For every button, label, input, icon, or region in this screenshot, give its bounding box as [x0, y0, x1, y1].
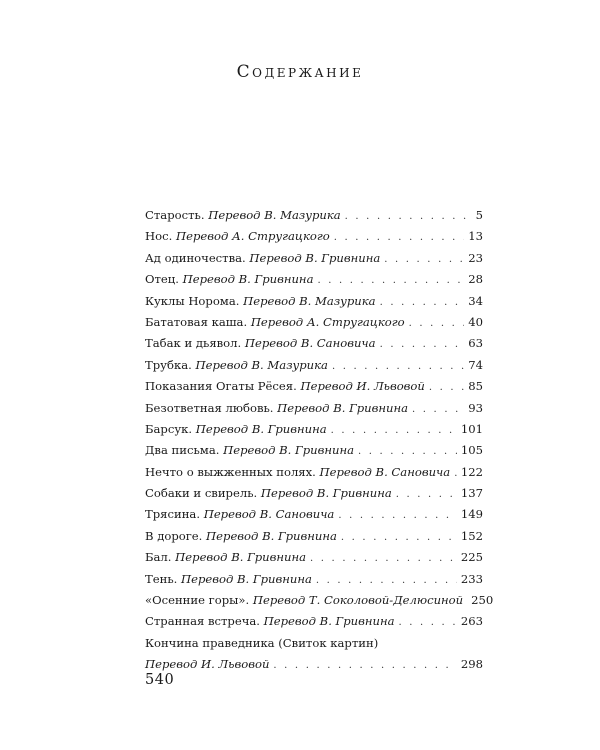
toc-entry [145, 248, 483, 269]
title-text: Показания Огаты Рёсея. [145, 379, 297, 394]
toc-entry [145, 269, 483, 290]
title-text: Барсук. [145, 421, 193, 436]
toc-entry-page: 34 [468, 293, 483, 308]
dot-leader [399, 612, 457, 633]
toc-entry-title [145, 269, 313, 290]
title-text: Безответная любовь. [145, 400, 274, 415]
translator-text: Перевод В. Гривнина [223, 443, 354, 458]
toc-entry-title [145, 483, 392, 504]
translator-text: Перевод В. Гривнина [206, 528, 337, 543]
toc-entry [145, 483, 483, 504]
toc-entry-page: 5 [475, 208, 483, 222]
toc-entry-page: 137 [460, 486, 483, 501]
translator-text: Перевод В. Сановича [319, 464, 451, 479]
title-text: Отец. [145, 272, 179, 287]
dot-leader [409, 313, 465, 334]
title-text: Ад одиночества. [145, 250, 246, 265]
toc-entry-page: 85 [468, 379, 483, 394]
translator-text: Перевод В. Мазурика [208, 208, 341, 222]
translator-text: Перевод И. Львовой [300, 379, 425, 394]
translator-text: Перевод В. Сановича [203, 507, 335, 522]
toc-entry-page: 74 [468, 357, 483, 372]
title-text: Трубка. [145, 357, 192, 372]
dot-leader [384, 249, 464, 270]
title-text: Старость. [145, 208, 205, 222]
toc-entry [145, 333, 483, 354]
toc-entry-title [145, 590, 463, 611]
toc-entry-page: 63 [468, 336, 483, 351]
translator-text: Перевод В. Гривнина [260, 486, 392, 501]
translator-text: Перевод В. Мазурика [195, 357, 328, 372]
title-text: Трясина. [145, 507, 201, 522]
toc-entry-title [145, 333, 376, 354]
toc-entry [145, 526, 483, 547]
dot-leader [331, 420, 457, 441]
title-text: Собаки и свирель. [145, 486, 258, 501]
toc-entry-page: 250 [471, 593, 494, 608]
translator-text: Перевод В. Гривнина [277, 400, 409, 415]
toc-entry-page: 105 [460, 443, 483, 458]
dot-leader [345, 206, 467, 227]
dot-leader [310, 548, 457, 569]
toc-entry-title [145, 355, 328, 376]
translator-text: Перевод А. Стругацкого [250, 314, 405, 329]
dot-leader [341, 527, 457, 548]
toc-entry-title [145, 547, 306, 568]
toc-entry [145, 633, 483, 676]
toc-entry-title: Кончина праведника (Свиток картин) [145, 635, 379, 650]
page-title: Содержание [236, 62, 364, 82]
toc-entry-title [145, 248, 380, 269]
toc-entry-page: 233 [460, 571, 483, 586]
toc-entry [145, 419, 483, 440]
toc-entry-title [145, 526, 337, 547]
toc-entry-title [145, 440, 354, 461]
toc-entry-page: 101 [460, 421, 483, 436]
translator-text: Перевод А. Стругацкого [175, 229, 330, 244]
toc-entry-title [145, 462, 450, 483]
toc-entry-page: 13 [468, 229, 483, 244]
toc-entry-page: 298 [460, 657, 483, 672]
toc-entry-page: 23 [468, 250, 483, 265]
translator-text: Перевод В. Гривнина [182, 272, 314, 287]
toc-entry [145, 440, 483, 461]
toc-entry [145, 205, 483, 226]
translator-text: Перевод В. Сановича [244, 336, 376, 351]
title-text: Куклы Норома. [145, 293, 240, 308]
dot-leader [316, 570, 457, 591]
dot-leader [317, 270, 464, 291]
toc-entry-title [145, 398, 408, 419]
translator-text: Перевод В. Мазурика [243, 293, 376, 308]
dot-leader [429, 377, 464, 398]
toc-entry-title [145, 376, 425, 397]
toc-entry-page: 152 [460, 528, 483, 543]
toc-entry-title [145, 419, 327, 440]
dot-leader [273, 655, 456, 676]
toc-entry [145, 462, 483, 483]
title-text: «Осенние горы». [145, 593, 250, 608]
title-text: Два письма. [145, 443, 220, 458]
dot-leader [454, 463, 457, 484]
dot-leader [396, 484, 457, 505]
translator-text: Перевод Т. Соколовой-Делюсиной [252, 593, 464, 608]
toc-entry [145, 504, 483, 525]
toc-entry-title [145, 205, 341, 226]
translator-text: Перевод В. Гривнина [181, 571, 312, 586]
toc-entry-page: 28 [468, 272, 483, 287]
dot-leader [334, 227, 464, 248]
toc-entry-title [145, 291, 376, 312]
title-text: Странная встреча. [145, 614, 260, 629]
toc-entry-page: 40 [468, 314, 483, 329]
toc-entry [145, 376, 483, 397]
translator-text: Перевод В. Гривнина [195, 421, 327, 436]
title-text: В дороге. [145, 528, 203, 543]
title-text: Тень. [145, 571, 178, 586]
toc-entry-page: 149 [460, 507, 483, 522]
toc-entry [145, 590, 494, 611]
page-number: 540 [145, 672, 175, 688]
title-text: Бататовая каша. [145, 314, 248, 329]
toc-entry-page: 225 [460, 550, 483, 565]
toc-entry [145, 312, 483, 333]
toc-entry-page: 93 [468, 400, 483, 415]
dot-leader [332, 356, 464, 377]
translator-text: Перевод В. Гривнина [249, 250, 381, 265]
toc-entry-title [145, 569, 312, 590]
translator-text: Перевод В. Гривнина [263, 614, 395, 629]
toc-entry-title [145, 504, 334, 525]
toc-entry-title [145, 611, 395, 632]
translator-text: Перевод В. Гривнина [175, 550, 307, 565]
dot-leader [412, 399, 464, 420]
toc-entry-page: 263 [460, 614, 483, 629]
toc-entry [145, 291, 483, 312]
title-text: Нечто о выжженных полях. [145, 464, 316, 479]
dot-leader [358, 441, 457, 462]
toc-entry [145, 398, 483, 419]
toc-entry [145, 226, 483, 247]
toc-entry [145, 611, 483, 632]
translator-text: Перевод И. Львовой [145, 657, 270, 672]
toc-entry [145, 569, 483, 590]
dot-leader [338, 505, 457, 526]
title-text: Бал. [145, 550, 172, 565]
toc-entry-title [145, 226, 330, 247]
title-text: Табак и дьявол. [145, 336, 242, 351]
toc-entry-page: 122 [460, 464, 483, 479]
dot-leader [380, 292, 465, 313]
toc-entry-title [145, 312, 405, 333]
toc-entry [145, 547, 483, 568]
table-of-contents [145, 205, 494, 676]
toc-entry [145, 355, 483, 376]
dot-leader [380, 334, 465, 355]
title-text: Нос. [145, 229, 173, 244]
